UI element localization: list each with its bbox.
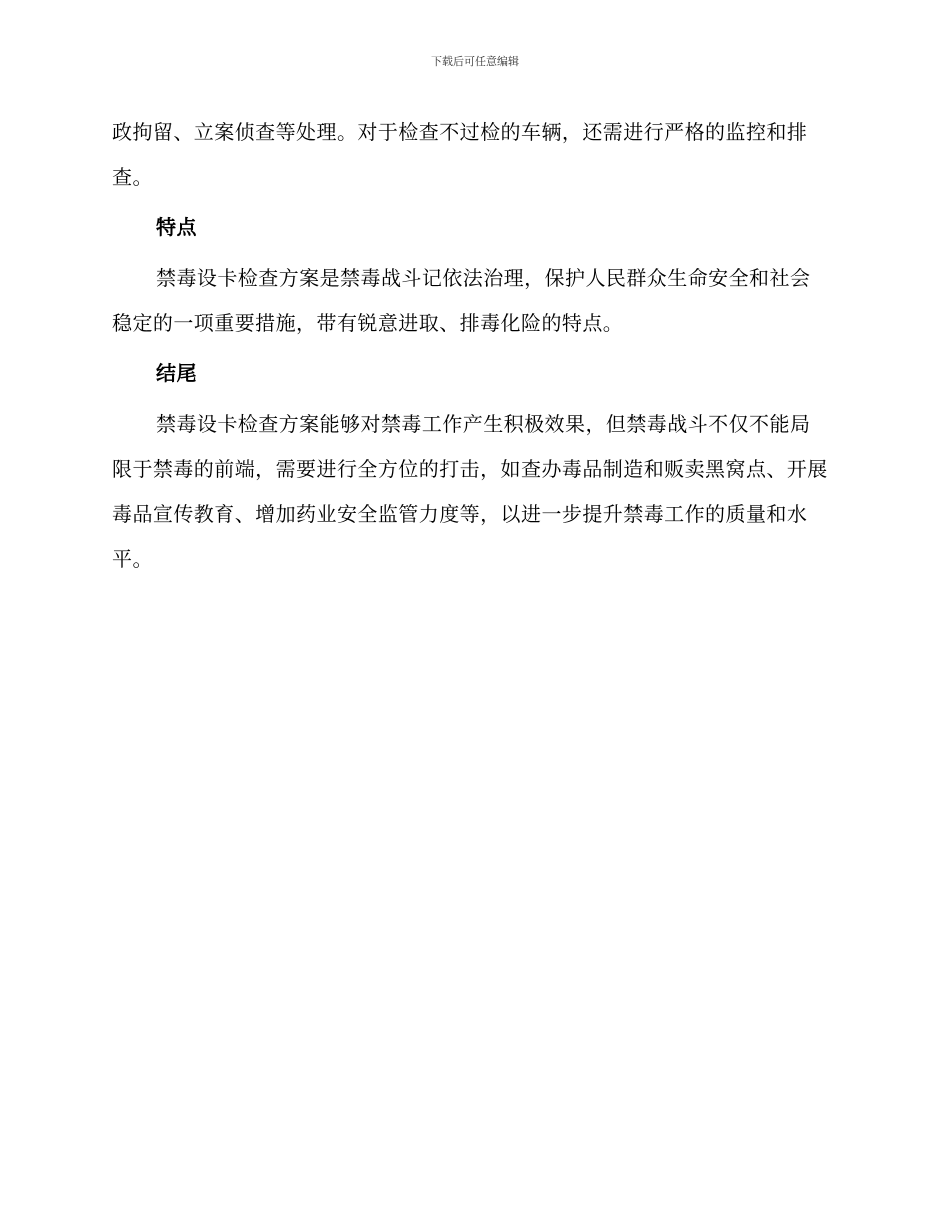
paragraph-continuation: 政拘留、立案侦查等处理。对于检查不过检的车辆，还需进行严格的监控和排查。 [112, 120, 808, 189]
section-heading-features: 特点 [156, 215, 197, 239]
paragraph-features: 禁毒设卡检查方案是禁毒战斗记依法治理，保护人民群众生命安全和社会稳定的一项重要措施，带有锐意进取、排毒化险的特点。 [112, 266, 811, 335]
page-header: 下载后可任意编辑 [431, 55, 519, 68]
section-heading-conclusion: 结尾 [156, 361, 197, 385]
paragraph-conclusion: 禁毒设卡检查方案能够对禁毒工作产生积极效果，但禁毒战斗不仅不能局限于禁毒的前端，需要进行全方位的打击，如查办毒品制造和贩卖黑窝点、开展毒品宣传教育、增加药业安全监管力度等，以进一步提升禁毒工作的质量和水平。 [112, 412, 828, 571]
document-body [112, 110, 830, 582]
